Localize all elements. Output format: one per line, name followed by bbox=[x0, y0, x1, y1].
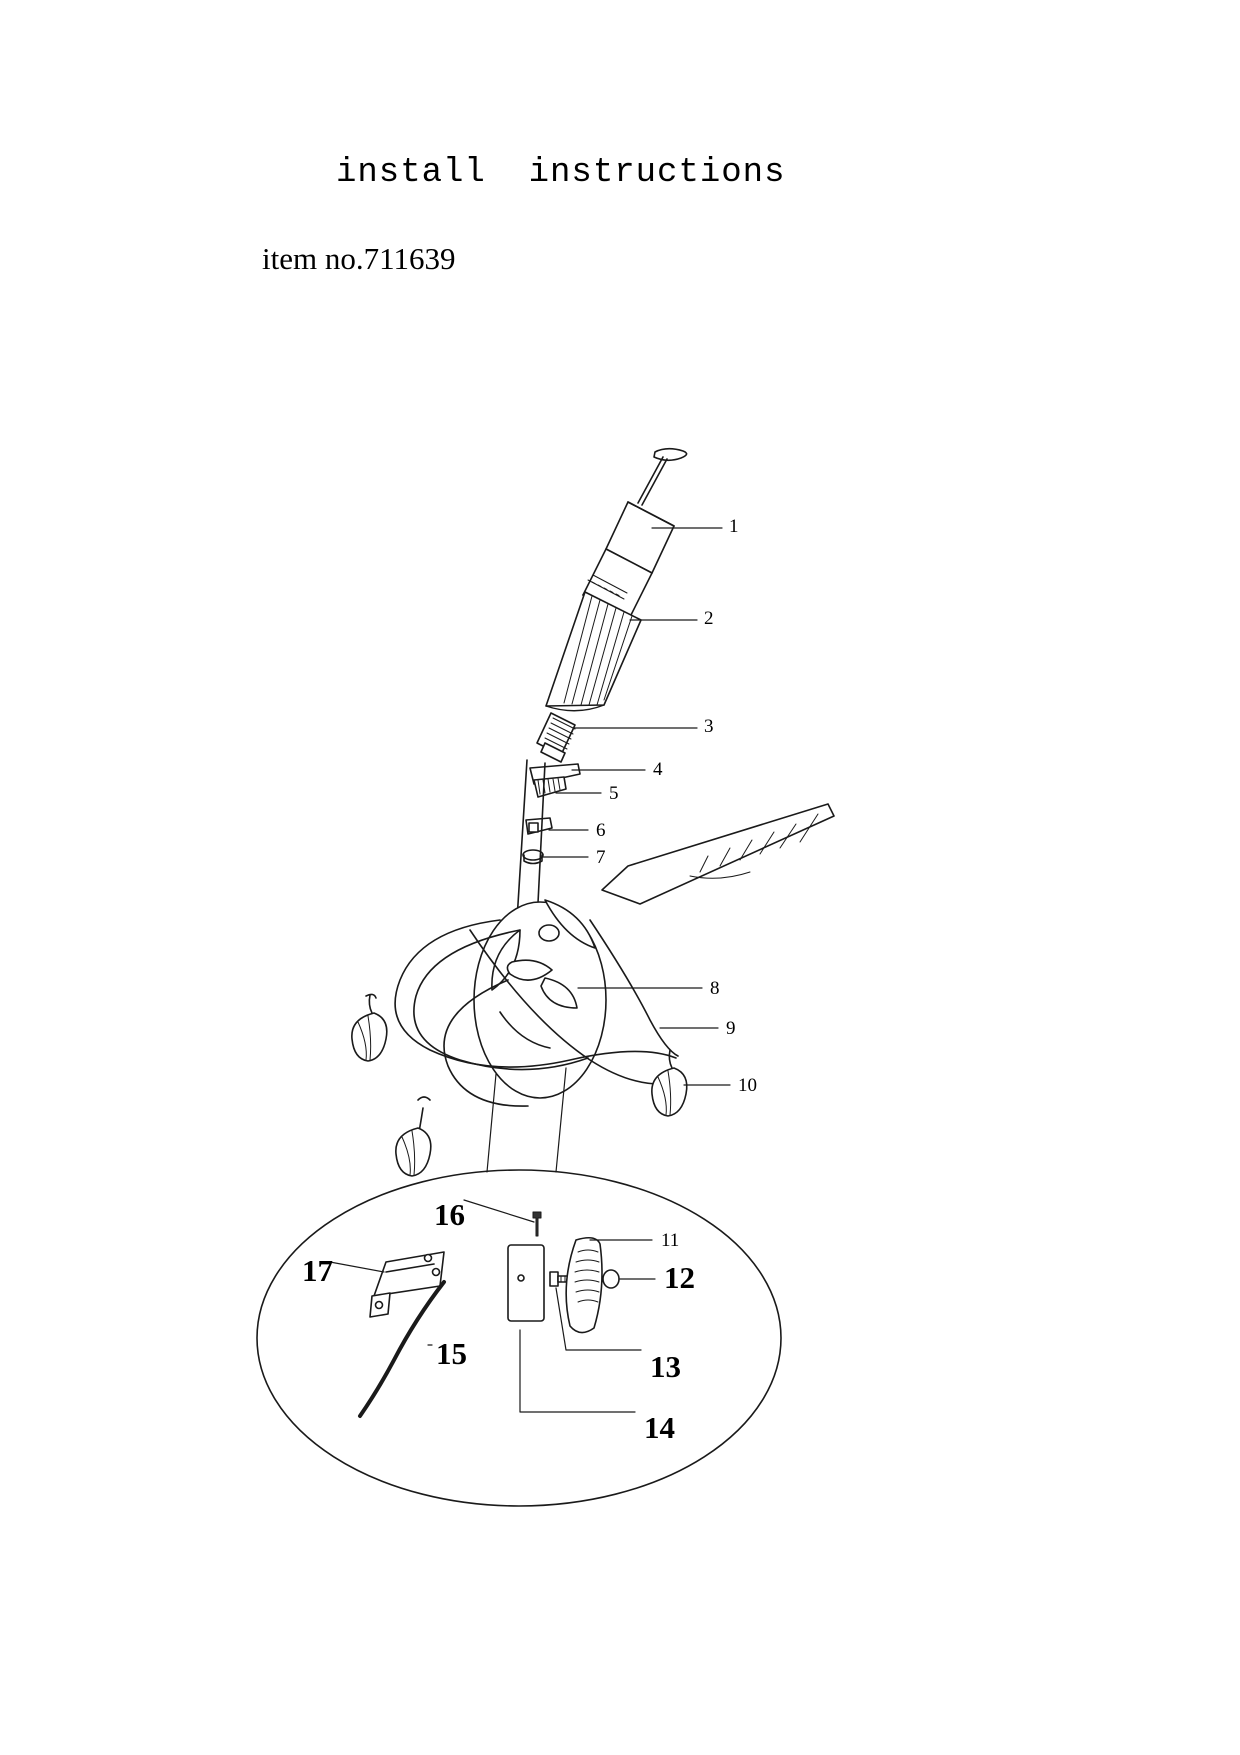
callout-13: 13 bbox=[650, 1349, 681, 1384]
callout-8: 8 bbox=[710, 978, 720, 999]
part-3-knurled-collar bbox=[537, 713, 575, 762]
callout-1: 1 bbox=[729, 516, 739, 537]
callout-12: 12 bbox=[664, 1260, 695, 1295]
callout-14: 14 bbox=[644, 1410, 675, 1445]
part-14-block bbox=[508, 1245, 544, 1321]
callout-10: 10 bbox=[738, 1075, 757, 1096]
part-5-spring bbox=[534, 777, 566, 797]
callout-2: 2 bbox=[704, 608, 714, 629]
callout-5: 5 bbox=[609, 783, 619, 804]
callout-16: 16 bbox=[434, 1197, 465, 1232]
item-number-label: item no.711639 bbox=[262, 241, 456, 276]
callout-11: 11 bbox=[661, 1230, 680, 1251]
callout-4: 4 bbox=[653, 759, 663, 780]
callout-7: 7 bbox=[596, 847, 606, 868]
callout-9: 9 bbox=[726, 1018, 736, 1039]
part-6-clip bbox=[526, 818, 552, 834]
callout-17: 17 bbox=[302, 1253, 333, 1288]
page-title: install instructions bbox=[336, 154, 786, 192]
part-1-plunger bbox=[583, 449, 687, 619]
callout-15: 15 bbox=[436, 1336, 467, 1371]
part-11-curved-plate bbox=[566, 1238, 602, 1333]
part-upper-right-brush bbox=[602, 804, 834, 904]
callout-6: 6 bbox=[596, 820, 606, 841]
callout-3: 3 bbox=[704, 716, 714, 737]
part-12-nut bbox=[603, 1270, 619, 1288]
